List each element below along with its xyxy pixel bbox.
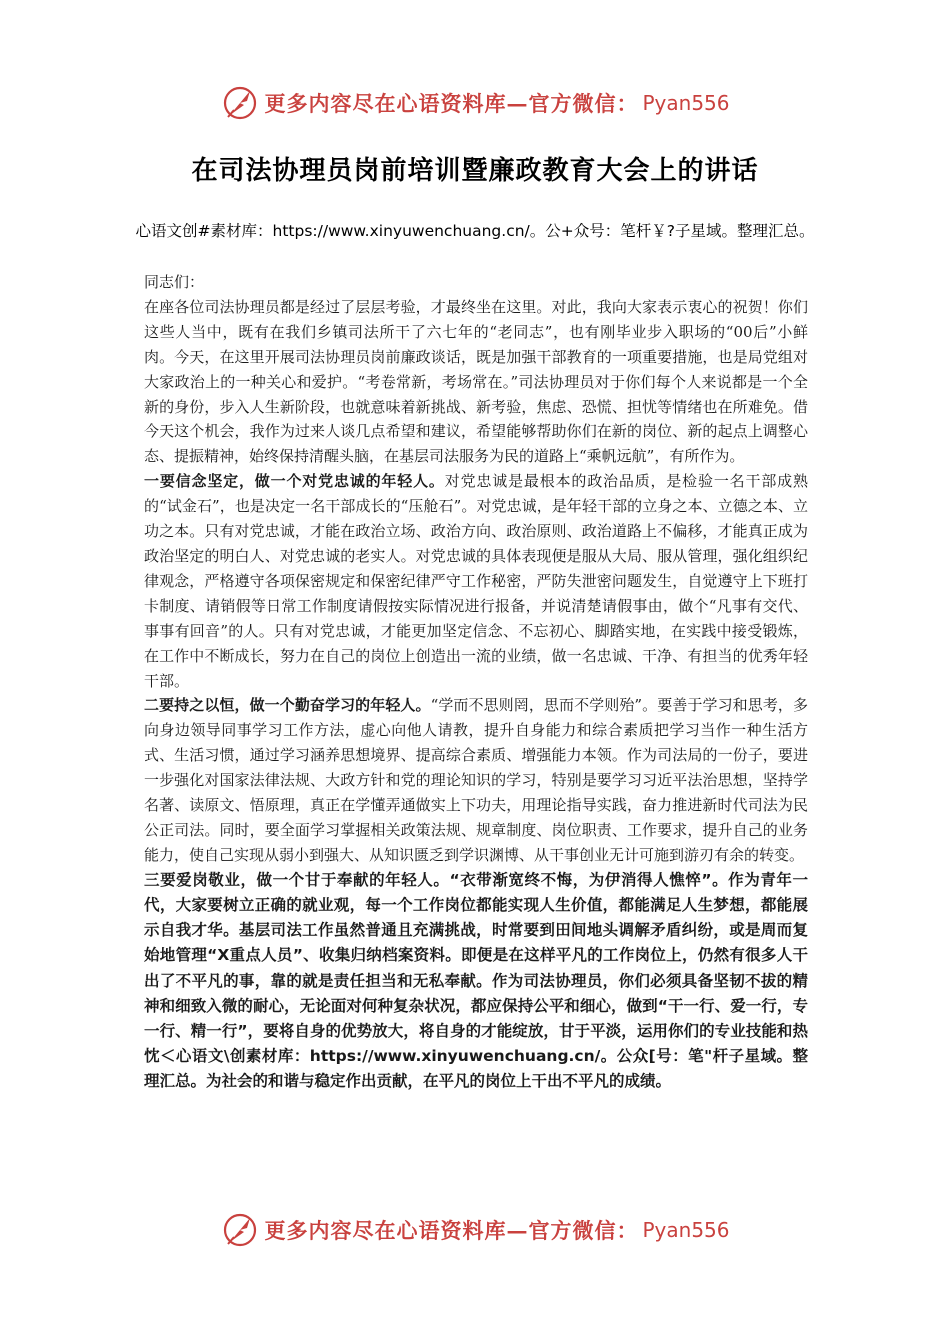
point-1-text: 对党忠诚是最根本的政治品质，是检验一名干部成熟的“试金石”，也是决定一名干部成长的“压舱石”。对党忠诚，是年轻干部的立身之本、立德之本、立功之本。只有对党忠诚，才能在政治立场、政治方向、政治原则、政治道路上不偏移，才能真正成为政治坚定的明白人、对党忠诚的老实人。对党忠诚的具体表现便是服从大局、服从管理，强化组织纪律观念，严格遵守各项保密规定和保密纪律严守工作秘密，严防失泄密问题发生，自觉遵守上下班打卡制度、请销假等日常工作制度请假按实际情况进行报备，并说清楚请假事由，做个“凡事有交代、事事有回音”的人。只有对党忠诚，才能更加坚定信念、不忘初心、脚踏实地，在实践中接受锻炼，在工作中不断成长，努力在自己的岗位上创造出一流的业绩，做一名忠诚、干净、有担当的优秀年轻干部。	[144, 472, 808, 690]
point-2-text: “学而不思则罔，思而不学则殆”。要善于学习和思考，多向身边领导同事学习工作方法，虚心向他人请教，提升自身能力和综合素质把学习当作一种生活方式、生活习惯，通过学习涵养思想境界、提高综合素质、增强能力本领。作为司法局的一份子，要进一步强化对国家法律法规、大政方针和党的理论知识的学习，特别是要学习习近平法治思想，坚持学名著、读原文、悟原理，真正在学懂弄通做实上下功夫，用理论指导实践，奋力推进新时代司法为民公正司法。同时，要全面学习掌握相关政策法规、规章制度、岗位职责、工作要求，提升自己的业务能力，使自己实现从弱小到强大、从知识匮乏到学识渊博、从干事创业无计可施到游刃有余的转变。	[144, 696, 808, 864]
banner-text: 更多内容尽在心语资料库—官方微信：	[264, 1218, 639, 1243]
quill-logo-icon	[220, 1210, 260, 1250]
banner-wechat-id: Pyan556	[642, 1218, 730, 1242]
header-banner	[0, 83, 950, 123]
point-2-paragraph	[144, 693, 808, 867]
point-2-heading: 二要持之以恒，做一个勤奋学习的年轻人。	[144, 696, 431, 715]
banner-text: 更多内容尽在心语资料库—官方微信：	[264, 91, 639, 116]
point-3-paragraph: 三要爱岗敬业，做一个甘于奉献的年轻人。“衣带渐宽终不悔，为伊消得人憔悴”。作为青年一代，大家要树立正确的就业观，每一个工作岗位都能实现人生价值，都能满足人生梦想，都能展示自我才华。基层司法工作虽然普通且充满挑战，时常要到田间地头调解矛盾纠纷，或是周而复始地管理“X重点人员”、收集归纳档案资料。即便是在这样平凡的工作岗位上，仍然有很多人干出了不平凡的事，靠的就是责任担当和无私奉献。作为司法协理员，你们必须具备坚韧不拔的精神和细致入微的耐心，无论面对何种复杂状况，都应保持公平和细心，做到“干一行、爱一行，专一行、精一行”，要将自身的优势放大，将自身的才能绽放，甘于平淡，运用你们的专业技能和热忱＜心语文\创素材库：https://www.xinyuwenchuang.cn/。公众[号：笔"杆子星域。整理汇总。为社会的和谐与稳定作出贡献，在平凡的岗位上干出不平凡的成绩。	[144, 870, 808, 1091]
footer-banner	[0, 1210, 950, 1250]
point-1-heading: 一要信念坚定，做一个对党忠诚的年轻人。	[144, 472, 445, 491]
point-1-paragraph	[144, 469, 808, 693]
document-body	[144, 270, 808, 1095]
salutation: 同志们：	[144, 273, 205, 291]
banner-wechat-id: Pyan556	[642, 91, 730, 115]
intro-paragraph: 在座各位司法协理员都是经过了层层考验，才最终坐在这里。对此，我向大家表示衷心的祝贺！你们这些人当中，既有在我们乡镇司法所干了六七年的“老同志”，也有刚毕业步入职场的“00后”小鲜肉。今天，在这里开展司法协理员岗前廉政谈话，既是加强干部教育的一项重要措施，也是局党组对大家政治上的一种关心和爱护。“考卷常新，考场常在。”司法协理员对于你们每个人来说都是一个全新的身份，步入人生新阶段，也就意味着新挑战、新考验，焦虑、恐慌、担忧等情绪也在所难免。借今天这个机会，我作为过来人谈几点希望和建议，希望能够帮助你们在新的岗位、新的起点上调整心态、提振精神，始终保持清醒头脑，在基层司法服务为民的道路上“乘帆远航”，有所作为。	[144, 297, 808, 466]
quill-logo-icon	[220, 83, 260, 123]
source-line: 心语文创#素材库：https://www.xinyuwenchuang.cn/。公+众号：笔杆￥?子星域。整理汇总。	[135, 222, 815, 240]
page-title: 在司法协理员岗前培训暨廉政教育大会上的讲话	[191, 156, 759, 186]
